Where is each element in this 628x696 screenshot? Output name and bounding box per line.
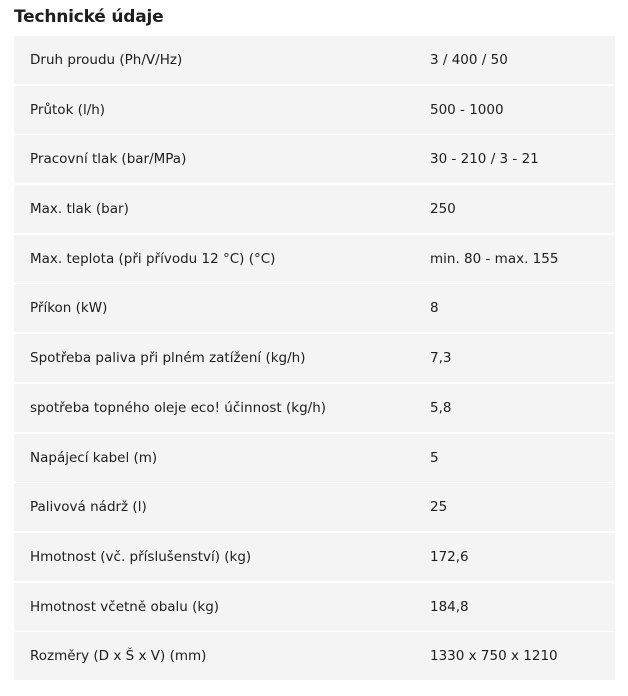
spec-label: Pracovní tlak (bar/MPa) xyxy=(30,151,187,168)
spec-value: 25 xyxy=(430,499,448,516)
spec-label: Napájecí kabel (m) xyxy=(30,449,158,466)
spec-row xyxy=(14,384,615,432)
spec-label: spotřeba topného oleje eco! účinnost (kg/h) xyxy=(30,399,327,416)
spec-value: 8 xyxy=(430,300,439,317)
spec-label: Hmotnost včetně obalu (kg) xyxy=(30,598,220,615)
spec-row xyxy=(14,235,615,283)
spec-label: Rozměry (D x Š x V) (mm) xyxy=(30,648,207,665)
spec-value: 1330 x 750 x 1210 xyxy=(430,648,558,665)
spec-value: 250 xyxy=(430,201,456,218)
spec-row xyxy=(14,434,615,482)
spec-value: 172,6 xyxy=(430,548,469,565)
spec-value: min. 80 - max. 155 xyxy=(430,250,559,267)
section-title: Technické údaje xyxy=(14,7,164,27)
spec-row xyxy=(14,533,615,581)
spec-label: Druh proudu (Ph/V/Hz) xyxy=(30,52,183,68)
spec-value: 5,8 xyxy=(430,399,452,416)
spec-label: Hmotnost (vč. příslušenství) (kg) xyxy=(30,548,252,565)
spec-row xyxy=(14,135,615,183)
spec-row xyxy=(14,632,615,680)
spec-label: Příkon (kW) xyxy=(30,300,108,317)
spec-label: Max. teplota (při přívodu 12 °C) (°C) xyxy=(30,250,276,267)
spec-row xyxy=(14,36,615,84)
spec-label: Spotřeba paliva při plném zatížení (kg/h) xyxy=(30,350,306,367)
spec-value: 30 - 210 / 3 - 21 xyxy=(430,151,539,168)
spec-label: Průtok (l/h) xyxy=(30,101,106,118)
spec-value: 3 / 400 / 50 xyxy=(430,52,508,68)
spec-value: 184,8 xyxy=(430,598,469,615)
spec-row xyxy=(14,185,615,233)
spec-value: 5 xyxy=(430,449,439,466)
spec-label: Max. tlak (bar) xyxy=(30,201,129,218)
spec-row xyxy=(14,334,615,382)
spec-row xyxy=(14,483,615,531)
spec-value: 500 - 1000 xyxy=(430,101,504,118)
spec-row xyxy=(14,86,615,134)
spec-label: Palivová nádrž (l) xyxy=(30,499,147,516)
specs-table xyxy=(14,36,615,682)
spec-value: 7,3 xyxy=(430,350,452,367)
spec-row xyxy=(14,284,615,332)
spec-row xyxy=(14,583,615,631)
